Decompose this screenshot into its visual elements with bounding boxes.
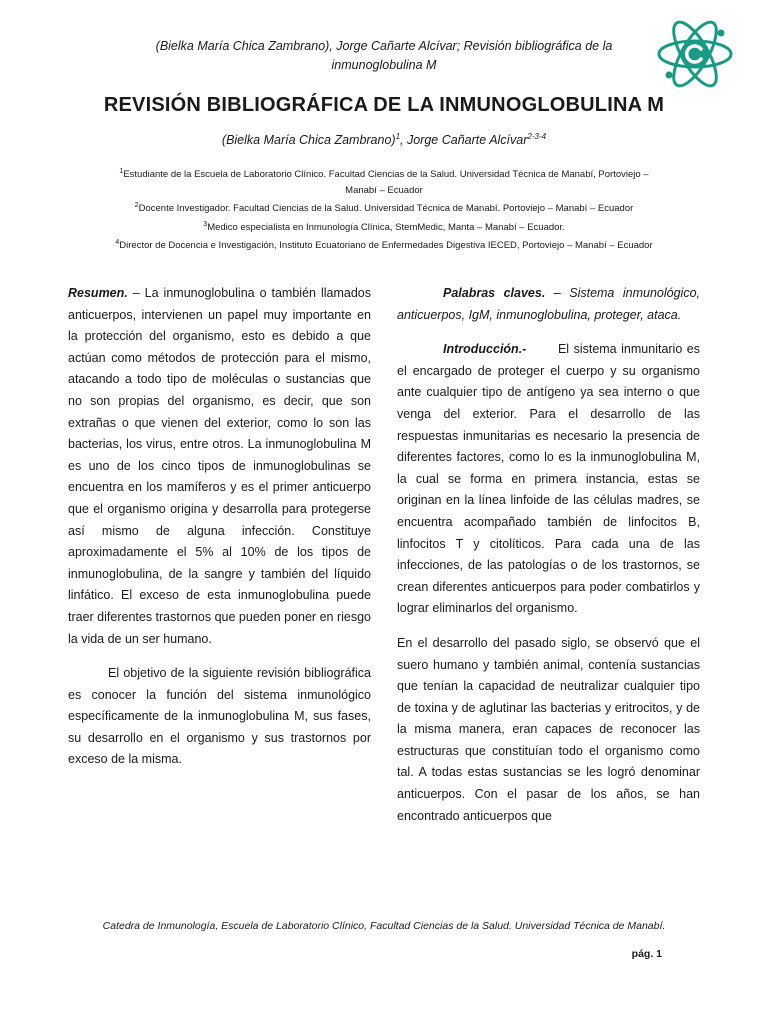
affiliation-2: $^2$Docente Investigador. Facultad Ciencias de la Salud. Universidad Técnica de Manabí. Portoviejo – Manabí – Ecuador: [134, 202, 634, 215]
affiliation-3: $^3$Medico especialista en Inmunología Clínica, StemMedic, Manta – Manabí – Ecuador.: [203, 220, 565, 233]
keywords-text: – Sistema inmunológico, anticuerpos, IgM, inmunoglobulina, proteger, ataca.: [397, 286, 701, 322]
running-header: [120, 37, 648, 75]
running-header-line2: inmunoglobulina M: [331, 58, 437, 72]
author-1-superscript: 1: [395, 132, 401, 141]
introduction-heading: Introducción.-: [443, 342, 527, 357]
paper-title: REVISIÓN BIBLIOGRÁFICA DE LA INMUNOGLOBULINA M: [103, 94, 665, 116]
introduction-text: El sistema inmunitario es el encargado de proteger el cuerpo y su organismo ante cualquier tipo de antígeno ya sea interno o que venga del exterior. Para el desarrollo de las respuestas inmunitarias es necesario la presencia de diferentes factores, como lo es la inmunoglobulina M, la cual se forma en primera instancia, estas se originan en la línea linfoide de las células madres, se encuentra acompañado también de linfocitos B, linfocitos T y citolíticos. Para cada una de las infecciones, de las patologías o de los trastornos, se crean diferentes anticuerpos para poder combatirlos y lograr eliminarlos del organismo.: [397, 342, 700, 616]
objective-paragraph: El objetivo de la siguiente revisión bibliográfica es conocer la función del sistema inmunológico específicamente de la inmunoglobulina M, sus fases, su desarrollo en el organismo y sus trastornos por exceso de la misma.: [68, 666, 371, 767]
affiliation-4: $^4$Director de Docencia e Investigación, Instituto Ecuatoriano de Enfermedades Digestiva IECED, Portoviejo – Manabí – Ecuador: [115, 239, 653, 252]
keywords-heading: Palabras claves.: [443, 286, 546, 300]
abstract-text: La inmunoglobulina o también llamados anticuerpos, intervienen un papel muy importante en la protección del organismo, esto es debido a que actúan como métodos de protección para el mismo, atacando a todo tipo de moléculas o sustancias que no son propias del organismo, es decir, que son extrañas o que vienen del exterior, como lo son las bacterias, los virus, entre otros. La inmunoglobulina M es uno de los cinco tipos de inmunoglobulinas se encuentra en los mamíferos y es el primer anticuerpo que el organismo origina y desarrolla para protegerse así mismo de alguna infección. Constituye aproximadamente el 5% al 10% de los tipos de inmunoglobulina, de la sangre y también del líquido linfático. El exceso de esta inmunoglobulina puede traer diferentes trastornos que pueden poner en riesgo la vida de un ser humano.: [68, 286, 371, 646]
introduction-paragraph: [397, 339, 700, 620]
author-2: , Jorge Cañarte Alcívar: [400, 133, 528, 148]
introduction-paragraph-2: En el desarrollo del pasado siglo, se observó que el suero humano y también animal, contenía sustancias que tenían la capacidad de neutralizar cualquier tipo de toxina y de aglutinar las bacterias y eritrocitos, y de la misma manera, eran capaces de reconocer las estructuras que constituían todo el organismo como tal. A todas estas sustancias se les logró denominar anticuerpos. Con el pasar de los años, se han encontrado anticuerpos que: [397, 635, 700, 823]
right-column: [397, 283, 700, 827]
abstract-heading: Resumen.: [68, 286, 128, 300]
keywords-paragraph: [397, 283, 700, 326]
page-number: pág. 1: [631, 948, 662, 960]
left-column: [68, 283, 371, 771]
page-footer: Catedra de Inmunología, Escuela de Laboratorio Clínico, Facultad Ciencias de la Salud. Universidad Técnica de Manabí.: [102, 920, 666, 932]
atom-logo-icon: [655, 14, 735, 94]
author-1: (Bielka María Chica Zambrano): [221, 133, 396, 148]
affiliations: [110, 164, 658, 254]
running-header-line1: (Bielka María Chica Zambrano), Jorge Cañarte Alcívar; Revisión bibliográfica de la: [155, 39, 613, 53]
author-line: [0, 132, 768, 147]
author-2-superscript: 2-3-4: [527, 132, 547, 141]
abstract-paragraph: Resumen. – La inmunoglobulina o también llamados anticuerpos, intervienen un papel muy importante en la protección del organismo, esto es debido a que actúan como métodos de protección para el mismo, atacando a todo tipo de moléculas o sustancias que no son propias del organismo, es decir, que son extrañas o que vienen del exterior, como lo son las bacterias, los virus, entre otros. La inmunoglobulina M es uno de los cinco tipos de inmunoglobulinas se encuentra en los mamíferos y es el primer anticuerpo que el organismo origina y desarrolla para protegerse así mismo de alguna infección. Constituye aproximadamente el 5% al 10% de los tipos de inmunoglobulina, de la sangre y también del líquido linfático. El exceso de esta inmunoglobulina puede traer diferentes trastornos que pueden poner en riesgo la vida de un ser humano.: [68, 286, 371, 646]
affiliation-1: $^1$Estudiante de la Escuela de Laboratorio Clínico. Facultad Ciencias de la Salud. Universidad Técnica de Manabí, Portoviejo – Manabí – Ecuador: [119, 168, 649, 196]
